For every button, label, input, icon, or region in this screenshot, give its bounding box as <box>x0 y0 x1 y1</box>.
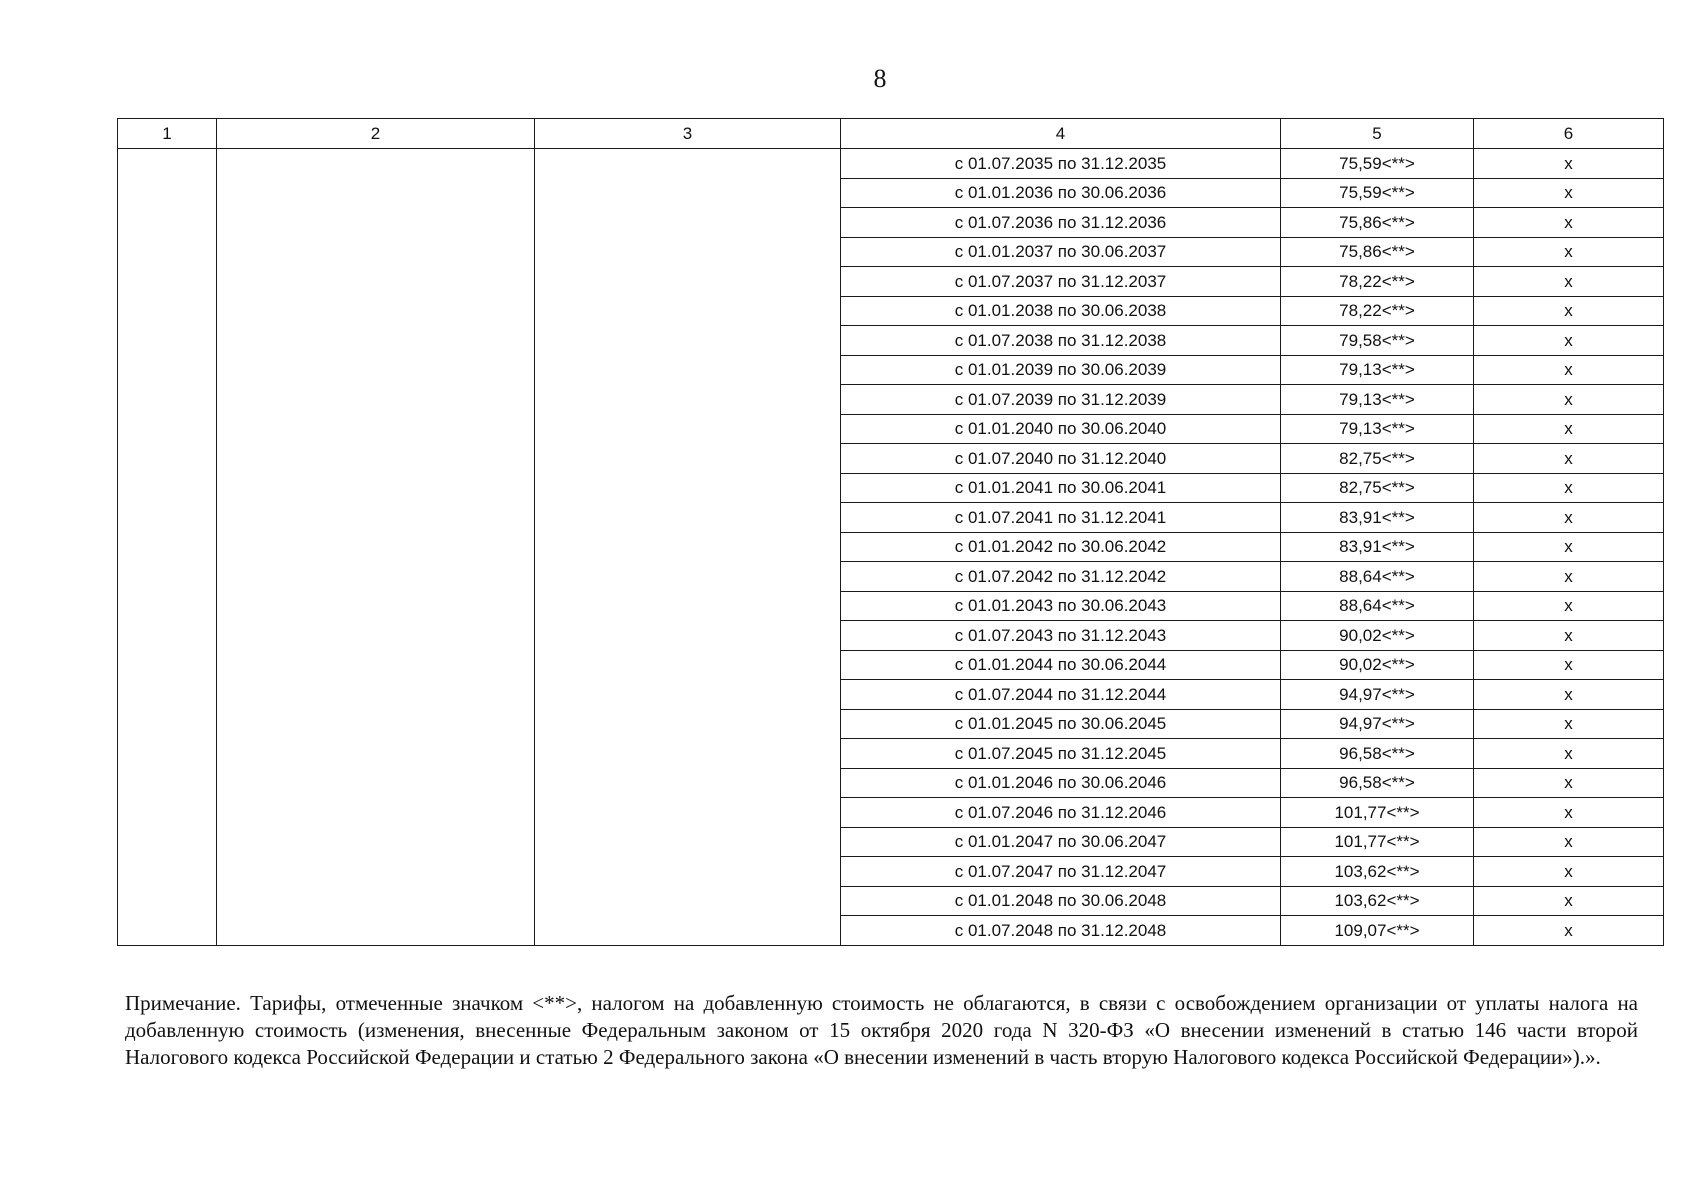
period-cell: с 01.01.2042 по 30.06.2042 <box>841 532 1281 562</box>
col6-cell: х <box>1474 208 1664 238</box>
table-row <box>118 149 1664 179</box>
tariff-cell: 88,64<**> <box>1281 591 1474 621</box>
col6-cell: х <box>1474 857 1664 887</box>
col6-cell: х <box>1474 267 1664 297</box>
tariff-cell: 94,97<**> <box>1281 680 1474 710</box>
tariff-table <box>117 118 1664 946</box>
tariff-cell: 101,77<**> <box>1281 798 1474 828</box>
tariff-cell: 83,91<**> <box>1281 532 1474 562</box>
col6-cell: х <box>1474 709 1664 739</box>
period-cell: с 01.07.2044 по 31.12.2044 <box>841 680 1281 710</box>
col6-cell: х <box>1474 385 1664 415</box>
tariff-cell: 75,59<**> <box>1281 178 1474 208</box>
column-header-2: 2 <box>217 119 535 149</box>
period-cell: с 01.07.2039 по 31.12.2039 <box>841 385 1281 415</box>
col6-cell: х <box>1474 827 1664 857</box>
col6-cell: х <box>1474 355 1664 385</box>
tariff-cell: 79,13<**> <box>1281 385 1474 415</box>
col6-cell: х <box>1474 886 1664 916</box>
column-header-5: 5 <box>1281 119 1474 149</box>
period-cell: с 01.07.2045 по 31.12.2045 <box>841 739 1281 769</box>
period-cell: с 01.01.2045 по 30.06.2045 <box>841 709 1281 739</box>
tariff-cell: 90,02<**> <box>1281 621 1474 651</box>
col6-cell: х <box>1474 621 1664 651</box>
col6-cell: х <box>1474 296 1664 326</box>
tariff-cell: 109,07<**> <box>1281 916 1474 946</box>
period-cell: с 01.07.2048 по 31.12.2048 <box>841 916 1281 946</box>
period-cell: с 01.01.2046 по 30.06.2046 <box>841 768 1281 798</box>
column-header-3: 3 <box>535 119 841 149</box>
column-header-1: 1 <box>118 119 217 149</box>
tariff-cell: 75,86<**> <box>1281 208 1474 238</box>
period-cell: с 01.07.2046 по 31.12.2046 <box>841 798 1281 828</box>
period-cell: с 01.07.2042 по 31.12.2042 <box>841 562 1281 592</box>
note-paragraph: Примечание. Тарифы, отмеченные значком <**>, налогом на добавленную стоимость не облагаются, в связи с освобождением организации от уплаты налога на добавленную стоимость (изменения, внесенные Федеральным законом от 15 октября 2020 года N 320-ФЗ «О внесении изменений в статью 146 части второй Налогового кодекса Российской Федерации и статью 2 Федерального закона «О внесении изменений в часть вторую Налогового кодекса Российской Федерации»).». <box>125 991 1638 1069</box>
period-cell: с 01.01.2041 по 30.06.2041 <box>841 473 1281 503</box>
period-cell: с 01.01.2037 по 30.06.2037 <box>841 237 1281 267</box>
col6-cell: х <box>1474 503 1664 533</box>
period-cell: с 01.01.2048 по 30.06.2048 <box>841 886 1281 916</box>
tariff-cell: 88,64<**> <box>1281 562 1474 592</box>
period-cell: с 01.07.2040 по 31.12.2040 <box>841 444 1281 474</box>
period-cell: с 01.07.2043 по 31.12.2043 <box>841 621 1281 651</box>
tariff-cell: 94,97<**> <box>1281 709 1474 739</box>
tariff-cell: 101,77<**> <box>1281 827 1474 857</box>
tariff-cell: 79,13<**> <box>1281 355 1474 385</box>
period-cell: с 01.07.2035 по 31.12.2035 <box>841 149 1281 179</box>
col6-cell: х <box>1474 562 1664 592</box>
col6-cell: х <box>1474 591 1664 621</box>
tariff-cell: 75,86<**> <box>1281 237 1474 267</box>
period-cell: с 01.01.2043 по 30.06.2043 <box>841 591 1281 621</box>
tariff-cell: 90,02<**> <box>1281 650 1474 680</box>
column-header-4: 4 <box>841 119 1281 149</box>
col6-cell: х <box>1474 916 1664 946</box>
col6-cell: х <box>1474 768 1664 798</box>
column-header-6: 6 <box>1474 119 1664 149</box>
col6-cell: х <box>1474 326 1664 356</box>
col6-cell: х <box>1474 650 1664 680</box>
period-cell: с 01.01.2047 по 30.06.2047 <box>841 827 1281 857</box>
col6-cell: х <box>1474 178 1664 208</box>
tariff-cell: 82,75<**> <box>1281 444 1474 474</box>
period-cell: с 01.01.2044 по 30.06.2044 <box>841 650 1281 680</box>
period-cell: с 01.07.2047 по 31.12.2047 <box>841 857 1281 887</box>
period-cell: с 01.07.2038 по 31.12.2038 <box>841 326 1281 356</box>
merged-cell-col3 <box>535 149 841 946</box>
col6-cell: х <box>1474 680 1664 710</box>
col6-cell: х <box>1474 149 1664 179</box>
period-cell: с 01.07.2037 по 31.12.2037 <box>841 267 1281 297</box>
page-number: 8 <box>873 64 887 93</box>
col6-cell: х <box>1474 798 1664 828</box>
tariff-cell: 96,58<**> <box>1281 768 1474 798</box>
col6-cell: х <box>1474 414 1664 444</box>
period-cell: с 01.01.2040 по 30.06.2040 <box>841 414 1281 444</box>
col6-cell: х <box>1474 473 1664 503</box>
period-cell: с 01.01.2036 по 30.06.2036 <box>841 178 1281 208</box>
merged-cell-col1 <box>118 149 217 946</box>
merged-cell-col2 <box>217 149 535 946</box>
table-header-row <box>118 119 1664 149</box>
table-body <box>118 149 1664 946</box>
period-cell: с 01.01.2038 по 30.06.2038 <box>841 296 1281 326</box>
period-cell: с 01.01.2039 по 30.06.2039 <box>841 355 1281 385</box>
tariff-cell: 103,62<**> <box>1281 857 1474 887</box>
col6-cell: х <box>1474 532 1664 562</box>
period-cell: с 01.07.2041 по 31.12.2041 <box>841 503 1281 533</box>
period-cell: с 01.07.2036 по 31.12.2036 <box>841 208 1281 238</box>
tariff-cell: 79,58<**> <box>1281 326 1474 356</box>
tariff-cell: 82,75<**> <box>1281 473 1474 503</box>
tariff-cell: 96,58<**> <box>1281 739 1474 769</box>
col6-cell: х <box>1474 444 1664 474</box>
tariff-cell: 75,59<**> <box>1281 149 1474 179</box>
tariff-cell: 83,91<**> <box>1281 503 1474 533</box>
tariff-cell: 78,22<**> <box>1281 296 1474 326</box>
tariff-cell: 79,13<**> <box>1281 414 1474 444</box>
tariff-cell: 78,22<**> <box>1281 267 1474 297</box>
col6-cell: х <box>1474 739 1664 769</box>
tariff-cell: 103,62<**> <box>1281 886 1474 916</box>
col6-cell: х <box>1474 237 1664 267</box>
